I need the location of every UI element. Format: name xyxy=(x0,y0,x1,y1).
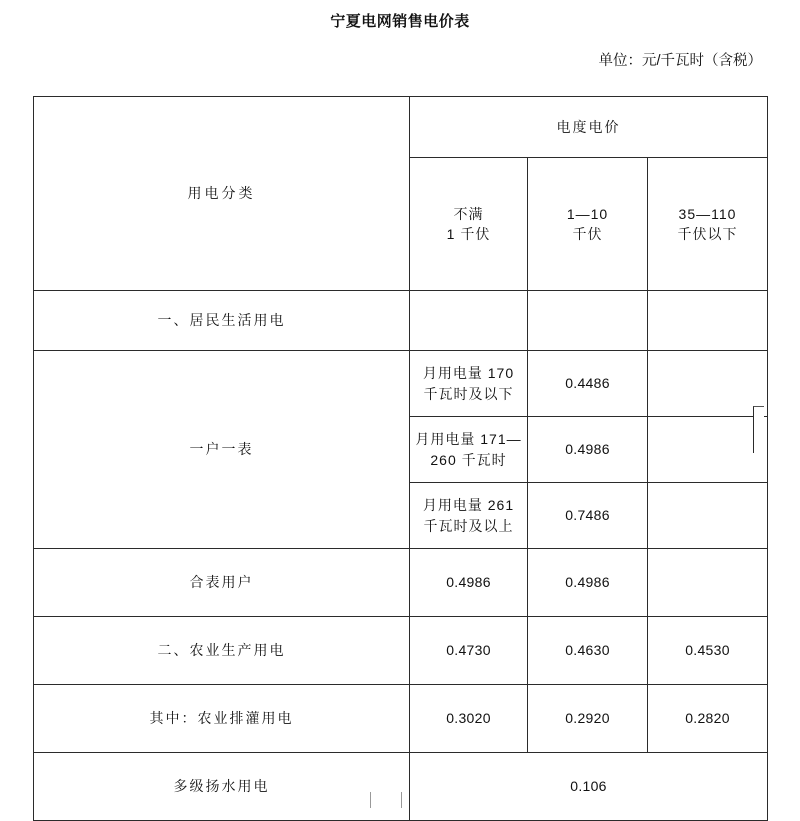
unit-note: 单位：元/千瓦时（含税） xyxy=(598,53,762,69)
cell-tier2-v1: 0.4986 xyxy=(528,417,648,483)
cell-tier2-v2 xyxy=(648,417,768,483)
scan-artifact-bottom-tick xyxy=(370,792,402,808)
price-table-container xyxy=(33,96,767,821)
table-row xyxy=(34,549,768,617)
row-label-tier1: 月用电量 170 千瓦时及以下 xyxy=(410,351,528,417)
price-table xyxy=(33,96,768,821)
cell-tier1-v1: 0.4486 xyxy=(528,351,648,417)
table-row xyxy=(34,617,768,685)
scan-artifact-right-edge xyxy=(753,406,764,453)
document-page xyxy=(0,10,800,810)
header-voltage-1-10kv-line2: 千伏 xyxy=(572,226,603,242)
cell-agriculture-v1: 0.4730 xyxy=(410,617,528,685)
cell-residential-v3 xyxy=(648,291,768,351)
row-label-tier3: 月用电量 261 千瓦时及以上 xyxy=(410,483,528,549)
cell-agriculture-v3: 0.4530 xyxy=(648,617,768,685)
cell-tier3-v2 xyxy=(648,483,768,549)
table-row xyxy=(34,753,768,821)
row-label-agriculture: 二、农业生产用电 xyxy=(34,617,410,685)
header-voltage-1-10kv-line1: 1—10 xyxy=(566,205,609,222)
cell-tier3-v1: 0.7486 xyxy=(528,483,648,549)
cell-tier1-v2 xyxy=(648,351,768,417)
cell-combined-meter-v1: 0.4986 xyxy=(410,549,528,617)
header-category: 用电分类 xyxy=(34,97,410,291)
table-header-row-group xyxy=(34,97,768,158)
cell-residential-v2 xyxy=(528,291,648,351)
row-label-residential: 一、居民生活用电 xyxy=(34,291,410,351)
cell-agriculture-v2: 0.4630 xyxy=(528,617,648,685)
page-title: 宁夏电网销售电价表 xyxy=(330,13,470,30)
cell-irrigation-v2: 0.2920 xyxy=(528,685,648,753)
header-voltage-35-110kv-line2: 千伏以下 xyxy=(677,226,738,242)
header-voltage-1-10kv xyxy=(528,158,648,291)
header-voltage-35-110kv xyxy=(648,158,768,291)
table-row xyxy=(34,685,768,753)
cell-residential-v1 xyxy=(410,291,528,351)
header-voltage-under-1kv-line2: 1 千伏 xyxy=(446,226,491,242)
header-group-electricity-price: 电度电价 xyxy=(410,97,768,158)
row-side-label-one-household-one-meter: 一户一表 xyxy=(34,351,410,549)
cell-irrigation-v1: 0.3020 xyxy=(410,685,528,753)
header-voltage-35-110kv-line1: 35—110 xyxy=(678,205,737,222)
cell-irrigation-v3: 0.2820 xyxy=(648,685,768,753)
table-row xyxy=(34,351,768,417)
header-voltage-under-1kv xyxy=(410,158,528,291)
row-label-tier2: 月用电量 171—260 千瓦时 xyxy=(410,417,528,483)
cell-combined-meter-v2: 0.4986 xyxy=(528,549,648,617)
header-voltage-under-1kv-line1: 不满 xyxy=(453,205,484,222)
cell-combined-meter-v3 xyxy=(648,549,768,617)
row-label-irrigation: 其中：农业排灌用电 xyxy=(34,685,410,753)
cell-multistage-pumping-merged: 0.106 xyxy=(410,753,768,821)
row-label-combined-meter: 合表用户 xyxy=(34,549,410,617)
table-row xyxy=(34,291,768,351)
row-label-multistage-pumping: 多级扬水用电 xyxy=(34,753,410,821)
